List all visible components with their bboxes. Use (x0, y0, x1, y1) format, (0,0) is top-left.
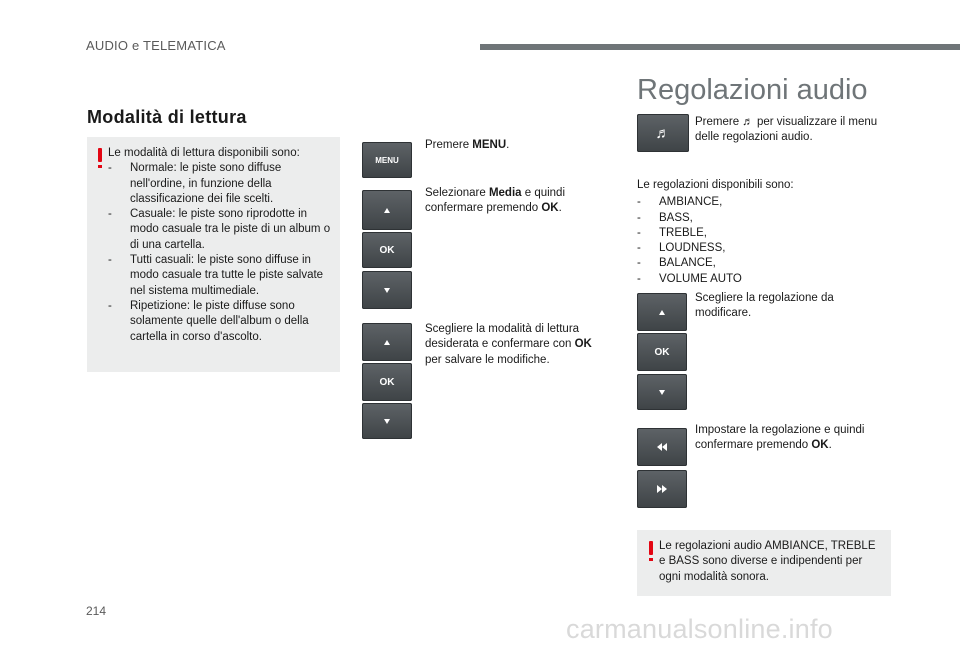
audio-settings-heading: Regolazioni audio (637, 74, 868, 106)
music-note-icon: ♬ (742, 116, 754, 128)
step-select-media: Selezionare Media e quindi confermare premendo OK. (425, 187, 566, 215)
step-press-menu: Premere MENU. (425, 139, 510, 151)
down-button[interactable] (362, 403, 412, 439)
warning-icon (98, 148, 102, 162)
arrow-down-icon (384, 288, 390, 293)
up-button[interactable] (637, 293, 687, 331)
ok-button-label: OK (379, 244, 395, 256)
audio-settings-list-block (637, 178, 837, 287)
ok-button-label: OK (379, 376, 395, 388)
playback-mode-note (87, 137, 340, 372)
arrow-up-icon (659, 310, 665, 315)
playback-mode-heading: Modalità di lettura (87, 107, 247, 127)
ok-button[interactable] (637, 333, 687, 371)
list-item: - BALANCE, (637, 256, 837, 271)
section-bar (480, 44, 960, 50)
down-button[interactable] (362, 271, 412, 309)
watermark: carmanualsonline.info (566, 614, 833, 644)
rewind-icon (657, 443, 667, 451)
rewind-button[interactable] (637, 428, 687, 466)
list-item: - Normale: le piste sono diffuse nell'ordine, in funzione della classificazione dei file scelti. (108, 161, 336, 207)
list-item: - BASS, (637, 211, 837, 226)
ok-button[interactable] (362, 363, 412, 401)
list-item: - LOUDNESS, (637, 241, 837, 256)
up-button[interactable] (362, 323, 412, 361)
step-set-value: Impostare la regolazione e quindi confermare premendo OK. (695, 424, 865, 452)
list-item: - TREBLE, (637, 226, 837, 241)
list-item: - VOLUME AUTO (637, 272, 837, 287)
page-number: 214 (86, 604, 107, 618)
music-note-icon: ♬ (655, 124, 671, 142)
step-press-music: Premere ♬ per visualizzare il menu delle regolazioni audio. (695, 116, 878, 144)
ok-button-label: OK (654, 346, 670, 358)
menu-button[interactable] (362, 142, 412, 178)
arrow-down-icon (659, 390, 665, 395)
note-text: Le regolazioni audio AMBIANCE, TREBLE e BASS sono diverse e indipendenti per ogni modalità sonora. (659, 540, 876, 583)
list-item: - Ripetizione: le piste diffuse sono solamente quelle dell'album o della cartella in corso d'ascolto. (108, 299, 336, 345)
arrow-up-icon (384, 340, 390, 345)
list-item: - AMBIANCE, (637, 195, 837, 210)
menu-button-label: MENU (375, 155, 399, 165)
playback-mode-list (108, 161, 336, 345)
section-title: AUDIO e TELEMATICA (86, 38, 226, 53)
audio-settings-note (637, 530, 891, 596)
fast-forward-icon (657, 485, 667, 493)
ok-button[interactable] (362, 232, 412, 268)
arrow-up-icon (384, 208, 390, 213)
music-note-button[interactable] (637, 114, 689, 152)
down-button[interactable] (637, 374, 687, 410)
step-choose-setting: Scegliere la regolazione da modificare. (695, 292, 834, 320)
list-intro: Le regolazioni disponibili sono: (637, 179, 794, 191)
list-item: - Tutti casuali: le piste sono diffuse in modo casuale tra tutte le piste salvate nel sistema multimediale. (108, 253, 336, 299)
warning-icon (649, 541, 653, 555)
note-intro: Le modalità di lettura disponibili sono: (108, 147, 300, 159)
up-button[interactable] (362, 190, 412, 230)
step-choose-mode: Scegliere la modalità di lettura desiderata e confermare con OK per salvare le modifiche. (425, 323, 592, 366)
list-item: - Casuale: le piste sono riprodotte in modo casuale tra le piste di un album o di una cartella. (108, 207, 336, 253)
fast-forward-button[interactable] (637, 470, 687, 508)
audio-settings-list (637, 195, 837, 287)
arrow-down-icon (384, 419, 390, 424)
